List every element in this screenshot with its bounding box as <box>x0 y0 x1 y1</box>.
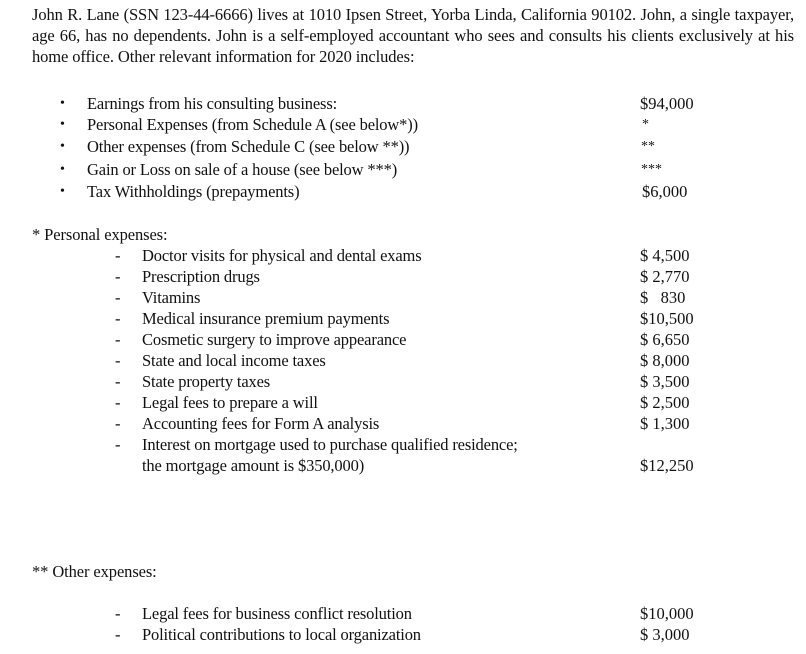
summary-item-value: $6,000 <box>642 182 688 201</box>
expense-amount: $10,500 <box>640 309 694 328</box>
expense-amount: $ 2,770 <box>640 267 690 286</box>
expense-label: Cosmetic surgery to improve appearance <box>142 330 407 349</box>
list-item <box>0 413 806 434</box>
expense-label: Doctor visits for physical and dental exams <box>142 246 422 265</box>
personal-expenses-heading: * Personal expenses: <box>32 225 168 244</box>
expense-label: Legal fees to prepare a will <box>142 393 318 412</box>
bullet-icon: • <box>60 139 65 154</box>
dash-icon: - <box>115 267 121 286</box>
expense-amount: $ 2,500 <box>640 393 690 412</box>
expense-label-line1: Interest on mortgage used to purchase qualified residence; <box>142 435 518 454</box>
list-item <box>0 434 806 455</box>
summary-item-label: Personal Expenses (from Schedule A (see below*)) <box>87 115 418 134</box>
expense-label: Accounting fees for Form A analysis <box>142 414 380 433</box>
dash-icon: - <box>115 393 121 412</box>
expense-amount: $10,000 <box>640 604 694 623</box>
list-item <box>0 603 806 624</box>
dash-icon: - <box>115 309 121 328</box>
summary-item-value: $94,000 <box>640 94 694 113</box>
list-item <box>0 350 806 371</box>
expense-amount: $12,250 <box>640 456 694 475</box>
expense-label: Legal fees for business conflict resolution <box>142 604 412 623</box>
expense-label: State and local income taxes <box>142 351 326 370</box>
expense-amount: $ 1,300 <box>640 414 690 433</box>
list-item-continuation <box>0 455 806 476</box>
dash-icon: - <box>115 604 121 623</box>
list-item <box>0 392 806 413</box>
summary-item-other-expenses <box>0 136 806 157</box>
other-expenses-heading: ** Other expenses: <box>32 562 157 581</box>
expense-label: State property taxes <box>142 372 271 391</box>
expense-amount: $ 8,000 <box>640 351 690 370</box>
expense-amount: $ 4,500 <box>640 246 690 265</box>
expense-label-line2: the mortgage amount is $350,000) <box>142 456 365 475</box>
dash-icon: - <box>115 288 121 307</box>
list-item <box>0 287 806 308</box>
dash-icon: - <box>115 435 121 454</box>
bullet-icon: • <box>60 96 65 111</box>
summary-item-earnings <box>0 93 806 114</box>
summary-item-label: Other expenses (from Schedule C (see below **)) <box>87 137 410 156</box>
dash-icon: - <box>115 351 121 370</box>
summary-item-value: ** <box>641 139 655 154</box>
summary-item-withholdings <box>0 181 806 202</box>
expense-label: Medical insurance premium payments <box>142 309 390 328</box>
bullet-icon: • <box>60 184 65 199</box>
list-item <box>0 308 806 329</box>
expense-amount: $ 3,000 <box>640 625 690 644</box>
bullet-icon: • <box>60 117 65 132</box>
expense-amount: $ 6,650 <box>640 330 690 349</box>
summary-item-personal-expenses <box>0 114 806 135</box>
dash-icon: - <box>115 414 121 433</box>
list-item <box>0 245 806 266</box>
summary-item-label: Earnings from his consulting business: <box>87 94 338 113</box>
expense-amount: $ 830 <box>640 288 686 307</box>
dash-icon: - <box>115 330 121 349</box>
expense-label: Vitamins <box>142 288 201 307</box>
intro-paragraph: John R. Lane (SSN 123-44-6666) lives at 1010 Ipsen Street, Yorba Linda, California 90102. John, a single taxpayer, age 66, has no dependents. John is a self-employed accountant who sees and consults his clients exclusively at his home office. Other relevant information for 2020 includes: <box>32 5 794 66</box>
list-item <box>0 329 806 350</box>
list-item <box>0 266 806 287</box>
summary-item-value: *** <box>641 162 662 177</box>
expense-amount: $ 3,500 <box>640 372 690 391</box>
summary-item-value: * <box>642 117 649 132</box>
list-item <box>0 624 806 645</box>
list-item <box>0 371 806 392</box>
dash-icon: - <box>115 625 121 644</box>
summary-item-label: Gain or Loss on sale of a house (see below ***) <box>87 160 398 179</box>
dash-icon: - <box>115 372 121 391</box>
dash-icon: - <box>115 246 121 265</box>
bullet-icon: • <box>60 162 65 177</box>
summary-item-label: Tax Withholdings (prepayments) <box>87 182 300 201</box>
summary-item-house-sale <box>0 159 806 180</box>
expense-label: Prescription drugs <box>142 267 260 286</box>
expense-label: Political contributions to local organization <box>142 625 421 644</box>
